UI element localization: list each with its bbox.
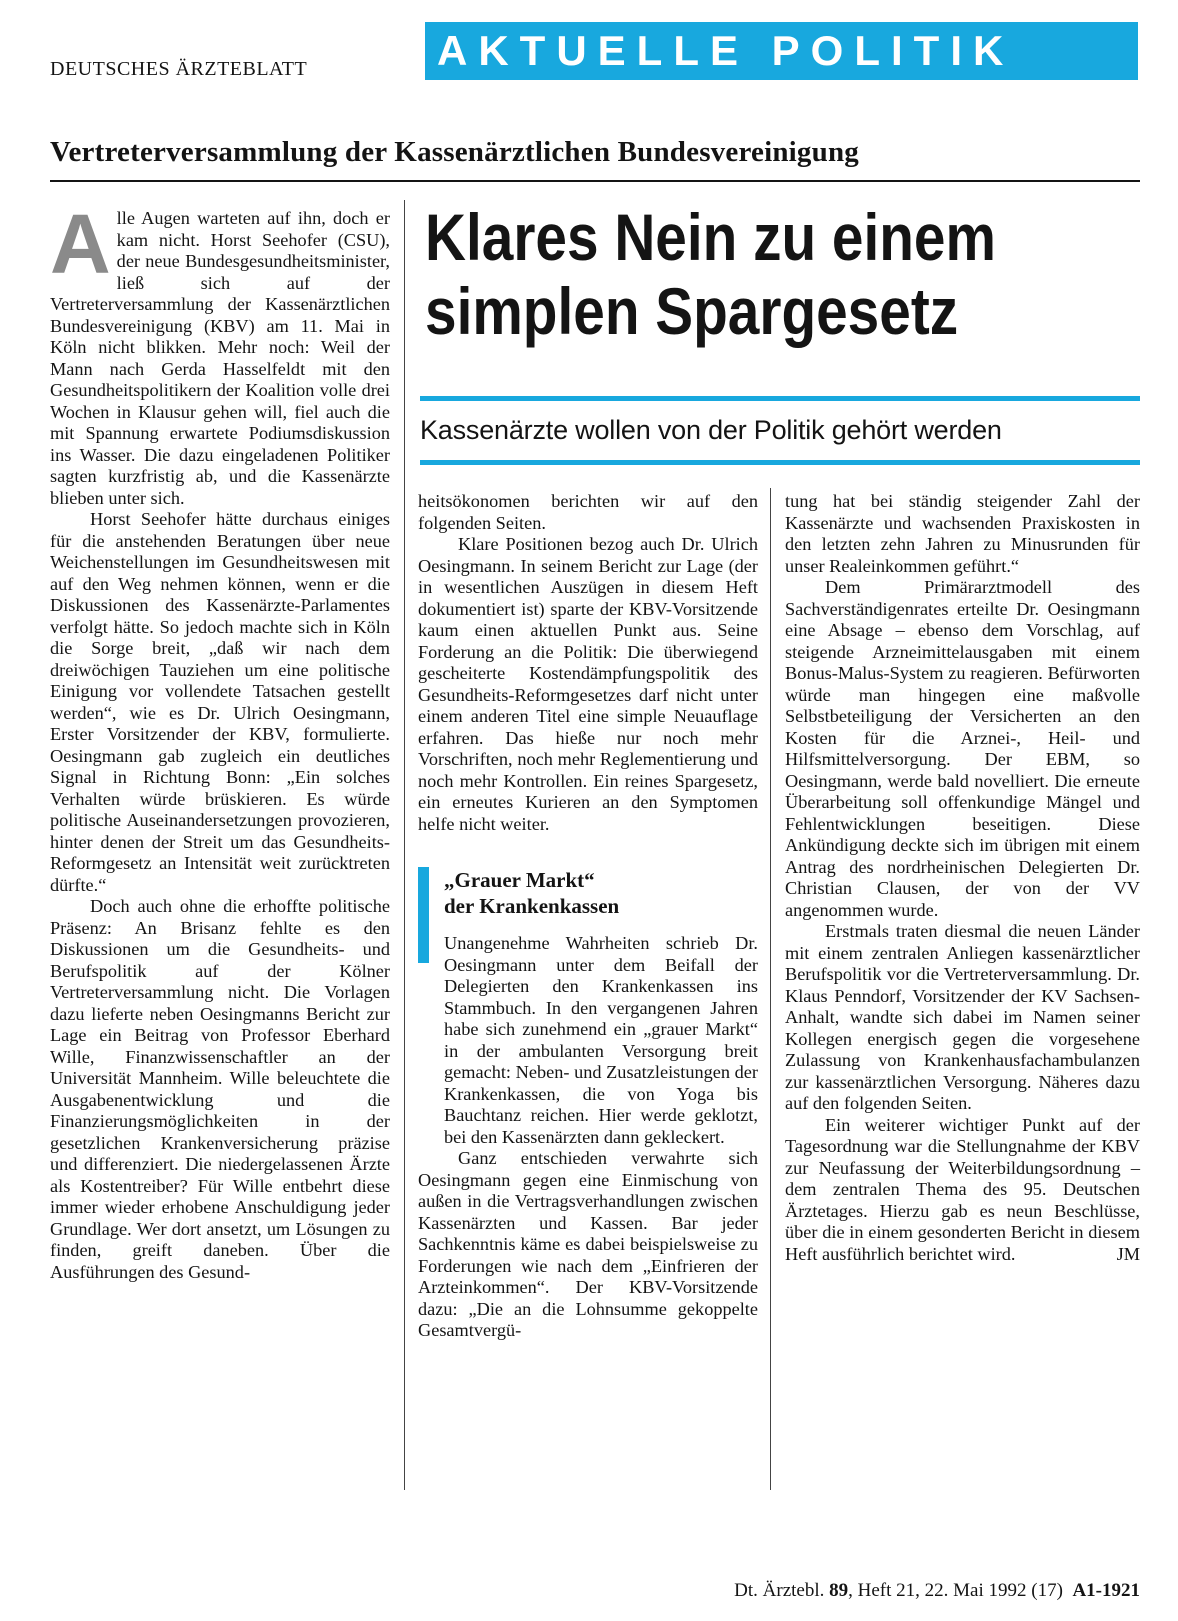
column-divider-1 bbox=[404, 200, 405, 1490]
paragraph: Doch auch ohne die erhoffte politische Präsenz: An Brisanz fehlte es den Diskussionen um die Gesundheits- und Berufspolitik auf der Kölner Vertreterversammlung nicht. Die Vorlagen dazu lieferte neben Oesingmanns Bericht zur Lage ein Beitrag von Professor Eberhard Wille, Finanzwissenschaftler an der Universität Mannheim. Wille beleuchtete die Ausgabenentwicklung und die Finanzierungsmöglichkeiten in der gesetzlichen Krankenversicherung präzise und differenziert. Die niedergelassenen Ärzte als Kostentreiber? Für Wille entbehrt diese immer wieder erhobene Anschuldigung jeder Grundlage. Wer dort ansetzt, um Lösungen zu finden, greift daneben. Über die Ausführungen des Gesund- bbox=[50, 896, 390, 1282]
masthead: DEUTSCHES ÄRZTEBLATT bbox=[50, 58, 308, 80]
subsection-title-line-1: „Grauer Markt“ bbox=[444, 868, 595, 892]
headline-rule-top bbox=[420, 396, 1140, 401]
article-column-3 bbox=[785, 491, 1140, 1265]
headline bbox=[425, 200, 1040, 348]
author-initials: JM bbox=[1116, 1243, 1140, 1264]
subsection-header bbox=[418, 867, 758, 919]
headline-line-1: Klares Nein zu einem bbox=[425, 200, 996, 274]
kicker-rule bbox=[50, 180, 1140, 182]
article-column-2 bbox=[418, 491, 758, 1342]
issue-info: , Heft 21, 22. Mai 1992 (17) bbox=[848, 1580, 1063, 1601]
subsection-accent-bar bbox=[418, 867, 429, 963]
paragraph bbox=[785, 1115, 1140, 1266]
page-number: A1-1921 bbox=[1072, 1580, 1140, 1601]
drop-cap: A bbox=[50, 197, 111, 291]
paragraph: tung hat bei ständig steigender Zahl der Kassenärzte und wachsenden Praxiskosten in den letzten zehn Jahren zu Minusrunden für unser Realeinkommen geführt.“ bbox=[785, 491, 1140, 576]
section-banner: AKTUELLE POLITIK bbox=[425, 22, 1138, 80]
paragraph: Ganz entschieden verwahrte sich Oesingmann gegen eine Einmischung von außen in die Vertragsverhandlungen zwischen Kassenärzten und Kassen. Bar jeder Sachkenntnis käme es dabei beispielsweise zu Forderungen wie nach dem „Einfrieren der Arzteinkommen“. Der KBV-Vorsitzende dazu: „Die an die Lohnsumme gekoppelte Gesamtvergü- bbox=[418, 1148, 758, 1340]
journal-volume: 89 bbox=[829, 1580, 849, 1601]
subsection-title-line-2: der Krankenkassen bbox=[444, 894, 620, 918]
column-divider-2 bbox=[770, 488, 771, 1490]
subhead: Kassenärzte wollen von der Politik gehört werden bbox=[420, 415, 1002, 445]
paragraph: Unangenehme Wahrheiten schrieb Dr. Oesingmann unter dem Beifall der Delegierten den Krankenkassen ins Stammbuch. In den vergangenen Jahren habe sich zunehmend ein „grauer Markt“ in der ambulanten Versorgung breit gemacht: Neben- und Zusatzleistungen der Krankenkassen, die von Yoga bis Bauchtanz reichen. Hier werde geklotzt, bei den Kassenärzten dann gekleckert. bbox=[444, 933, 758, 1147]
article-kicker: Vertreterversammlung der Kassenärztlichen Bundesvereinigung bbox=[50, 136, 859, 168]
paragraph-text: lle Augen warteten auf ihn, doch er kam nicht. Horst Seehofer (CSU), der neue Bundesgesundheitsminister, ließ sich auf der Vertreterversammlung der Kassenärztlichen Bundesvereinigung (KBV) am 11. Mai in Köln nicht blikken. Mehr noch: Weil der Mann nach Gerda Hasselfeldt mit den Gesundheitspolitikern der Koalition volle drei Wochen in Klausur gehen will, fiel auch die mit Spannung erwartete Podiumsdiskussion ins Wasser. Die dazu eingeladenen Politiker sagten kurzfristig ab, und die Kassenärzte blieben unter sich. bbox=[50, 208, 390, 508]
paragraph bbox=[50, 197, 390, 509]
paragraph-text: Ein weiterer wichtiger Punkt auf der Tagesordnung war die Stellungnahme der KBV zur Neufassung der Weiterbildungsordnung – dem zentralen Thema des 95. Deutschen Ärztetages. Hierzu gab es neun Beschlüsse, über die in einem gesonderten Bericht in diesem Heft ausführlich berichtet wird. bbox=[785, 1114, 1140, 1264]
headline-line-2: simplen Spargesetz bbox=[425, 274, 959, 348]
article-column-1 bbox=[50, 197, 390, 1283]
paragraph: Horst Seehofer hätte durchaus einiges für die anstehenden Beratungen über neue Weichenstellungen im Gesundheitswesen mit auf den Weg nehmen können, wenn er die Diskussionen des Kassenärzte-Parlamentes verfolgt hätte. So jedoch machte sich in Köln die Sorge breit, „daß wir nach dem dreiwöchigen Tauziehen um eine politische Einigung vor vollendete Tatsachen gestellt werden“, wie es Dr. Ulrich Oesingmann, Erster Vorsitzender der KBV, formulierte. Oesingmann gab zugleich ein deutliches Signal in Richtung Bonn: „Ein solches Verhalten würde brüskieren. Es würde politische Auseinandersetzungen provozieren, hinter denen der Streit um das Gesundheits-Reformgesetz an Intensität weit zurücktreten dürfte.“ bbox=[50, 509, 390, 895]
paragraph: heitsökonomen berichten wir auf den folgenden Seiten. bbox=[418, 491, 758, 533]
paragraph: Erstmals traten diesmal die neuen Länder mit einem zentralen Anliegen kassenärztlicher Berufspolitik vor die Vertreterversammlung. Dr. Klaus Penndorf, Vorsitzender der KV Sachsen-Anhalt, wandte sich dabei im Namen seiner Kollegen energisch gegen die vorgesehene Zulassung von Krankenhausfachambulanzen zur kassenärztlichen Versorgung. Näheres dazu auf den folgenden Seiten. bbox=[785, 921, 1140, 1113]
paragraph: Dem Primärarztmodell des Sachverständigenrates erteilte Dr. Oesingmann eine Absage – ebenso dem Vorschlag, auf steigende Arzneimittelausgaben mit einem Bonus-Malus-System zu reagieren. Befürworten würde man hingegen eine maßvolle Selbstbeteiligung der Versicherten an den Kosten für die Arznei-, Heil- und Hilfsmittelversorgung. Der EBM, so Oesingmann, werde bald novelliert. Die erneute Überarbeitung soll offenkundige Mängel und Fehlentwicklungen beseitigen. Diese Ankündigung deckte sich im übrigen mit einem Antrag des nordrheinischen Delegierten Dr. Christian Clausen, der von der VV angenommen wurde. bbox=[785, 577, 1140, 920]
headline-rule-bottom bbox=[420, 460, 1140, 465]
journal-name: Dt. Ärztebl. bbox=[734, 1580, 825, 1601]
page-footer bbox=[734, 1580, 1140, 1602]
paragraph: Klare Positionen bezog auch Dr. Ulrich Oesingmann. In seinem Bericht zur Lage (der in wesentlichen Auszügen in diesem Heft dokumentiert ist) sparte der KBV-Vorsitzende kaum einen aktuellen Punkt aus. Seine Forderung an die Politik: Die überwiegend gescheiterte Kostendämpfungspolitik des Gesundheits-Reformgesetzes darf nicht unter einem anderen Titel eine simple Neuauflage erfahren. Das hieße nur noch mehr Vorschriften, noch mehr Reglementierung und noch mehr Kontrollen. Ein reines Spargesetz, ein erneutes Kurieren an den Symptomen helfe nicht weiter. bbox=[418, 534, 758, 834]
